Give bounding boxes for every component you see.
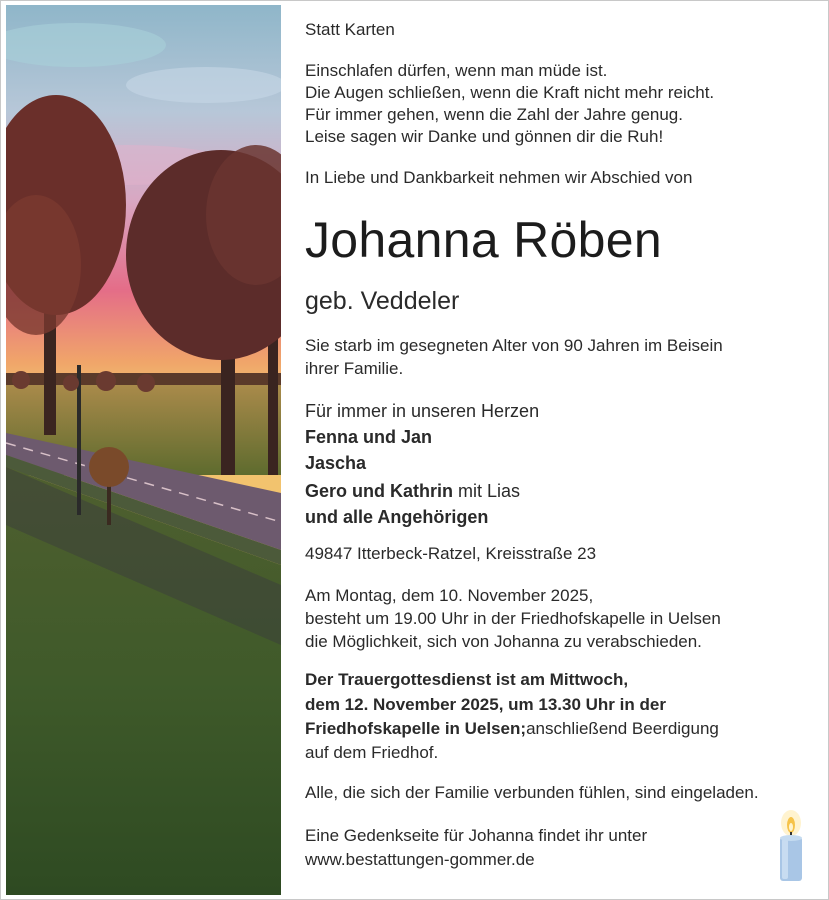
death-note-line: Sie starb im gesegneten Alter von 90 Jahren im Beisein bbox=[305, 336, 723, 355]
address-text: 49847 Itterbeck-Ratzel, Kreisstraße 23 bbox=[305, 544, 597, 563]
deceased-name: Johanna Röben bbox=[305, 212, 662, 268]
poem-line: Einschlafen dürfen, wenn man müde ist. bbox=[305, 61, 608, 80]
service-line bbox=[305, 718, 719, 740]
farewell-line: besteht um 19.00 Uhr in der Friedhofskapelle in Uelsen bbox=[305, 609, 721, 628]
birth-name: geb. Veddeler bbox=[305, 287, 460, 315]
poem-line: Die Augen schließen, wenn die Kraft nicht mehr reicht. bbox=[305, 83, 715, 102]
death-note-line: ihrer Familie. bbox=[305, 359, 404, 378]
mourner-line bbox=[305, 480, 520, 502]
service-line: dem 12. November 2025, um 13.30 Uhr in der bbox=[305, 695, 666, 714]
header-text: Statt Karten bbox=[305, 20, 395, 39]
landscape-photo bbox=[6, 5, 281, 895]
farewell-line: Am Montag, dem 10. November 2025, bbox=[305, 586, 594, 605]
service-burial: anschließend Beerdigung bbox=[526, 719, 719, 738]
mourner-suffix: mit Lias bbox=[453, 481, 521, 501]
service-line: Der Trauergottesdienst ist am Mittwoch, bbox=[305, 670, 629, 689]
invitation-text: Alle, die sich der Familie verbunden fühlen, sind eingeladen. bbox=[305, 783, 759, 802]
poem-line: Leise sagen wir Danke und gönnen dir die Ruh! bbox=[305, 127, 664, 146]
farewell-line: die Möglichkeit, sich von Johanna zu verabschieden. bbox=[305, 632, 702, 651]
service-location: Friedhofskapelle in Uelsen; bbox=[305, 719, 527, 738]
memorial-line: Eine Gedenkseite für Johanna findet ihr unter bbox=[305, 826, 648, 845]
mourner-line: Fenna und Jan bbox=[305, 427, 433, 447]
sunset-landscape-image bbox=[6, 5, 281, 895]
candle-icon bbox=[773, 809, 809, 883]
service-line: auf dem Friedhof. bbox=[305, 743, 439, 762]
mourner-line: und alle Angehörigen bbox=[305, 507, 489, 527]
intro-text: In Liebe und Dankbarkeit nehmen wir Abschied von bbox=[305, 168, 693, 187]
mourner-names: Gero und Kathrin bbox=[305, 481, 453, 501]
memorial-url: www.bestattungen-gommer.de bbox=[305, 850, 535, 869]
mourner-line: Jascha bbox=[305, 453, 367, 473]
poem-line: Für immer gehen, wenn die Zahl der Jahre genug. bbox=[305, 105, 683, 124]
mourners-intro: Für immer in unseren Herzen bbox=[305, 401, 540, 421]
